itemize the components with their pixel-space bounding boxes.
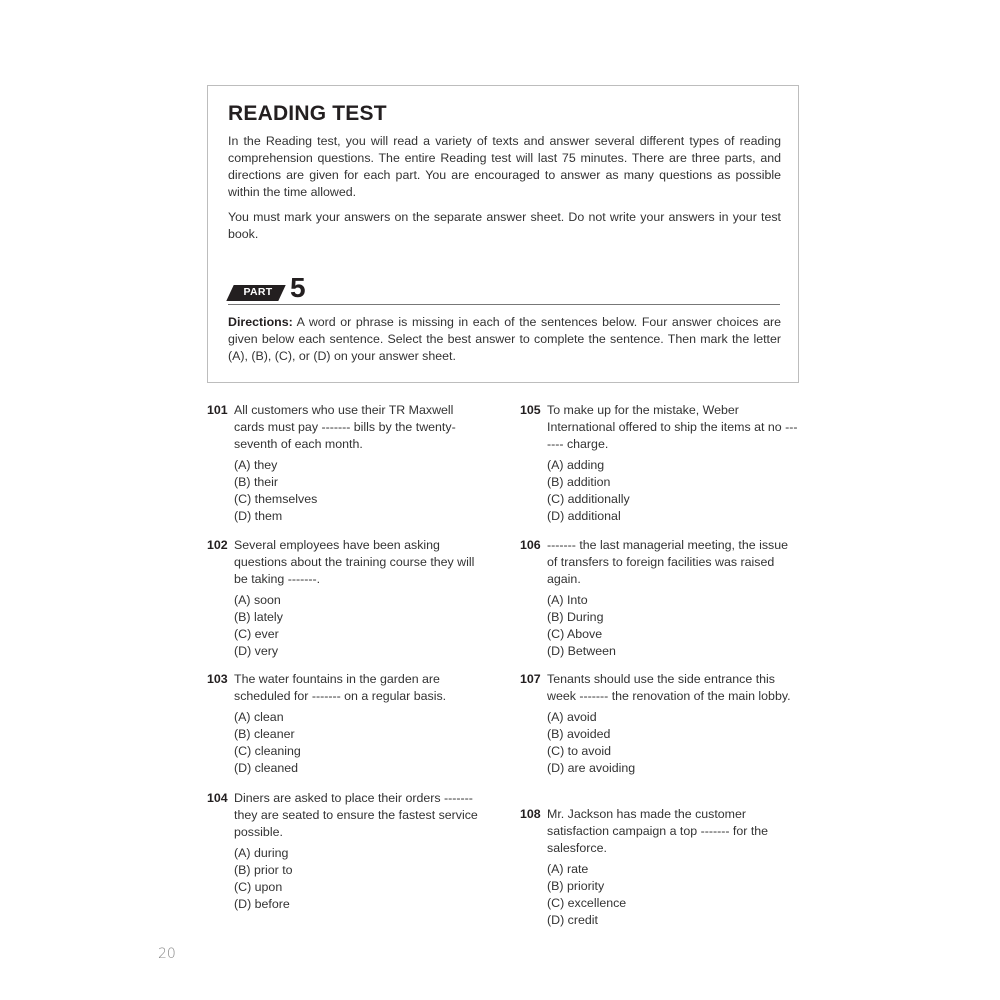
directions-label: Directions: bbox=[228, 315, 293, 329]
question-text: Diners are asked to place their orders ------- they are seated to ensure the fastest service possible. bbox=[234, 791, 478, 839]
answer-option: (B) During bbox=[547, 610, 604, 624]
answer-option: (A) they bbox=[234, 458, 278, 472]
answer-option: (B) prior to bbox=[234, 863, 293, 877]
answer-option: (B) lately bbox=[234, 610, 283, 624]
question-text: Tenants should use the side entrance this week ------- the renovation of the main lobby. bbox=[547, 672, 791, 703]
question-text: Several employees have been asking questions about the training course they will be taking -------. bbox=[234, 538, 475, 586]
reading-test-intro-box bbox=[207, 85, 799, 383]
answer-option: (D) Between bbox=[547, 644, 616, 658]
answer-option: (D) additional bbox=[547, 509, 621, 523]
answer-option: (D) credit bbox=[547, 913, 598, 927]
page-number: 20 bbox=[158, 946, 176, 962]
question-103 bbox=[207, 671, 487, 777]
answer-option: (B) cleaner bbox=[234, 727, 295, 741]
answer-option: (A) rate bbox=[547, 862, 589, 876]
question-number: 106 bbox=[520, 538, 541, 552]
question-105 bbox=[520, 402, 800, 525]
answer-option: (D) before bbox=[234, 897, 290, 911]
part-header bbox=[228, 274, 780, 305]
question-106 bbox=[520, 537, 800, 660]
answer-option: (A) Into bbox=[547, 593, 588, 607]
answer-option: (B) their bbox=[234, 475, 279, 489]
question-text: The water fountains in the garden are scheduled for ------- on a regular basis. bbox=[234, 672, 447, 703]
answer-option: (A) adding bbox=[547, 458, 605, 472]
answer-option: (C) excellence bbox=[547, 896, 627, 910]
answer-option: (C) additionally bbox=[547, 492, 630, 506]
answer-option: (C) themselves bbox=[234, 492, 318, 506]
part-number: 5 bbox=[290, 272, 306, 303]
intro-paragraph-1: In the Reading test, you will read a variety of texts and answer several different types of reading comprehension questions. The entire Reading test will last 75 minutes. There are three parts, and directions are given for each part. You are encouraged to answer as many questions as possible within the time allowed. bbox=[228, 134, 781, 199]
intro-paragraph-2: You must mark your answers on the separate answer sheet. Do not write your answers in your test book. bbox=[228, 210, 781, 241]
answer-option: (D) them bbox=[234, 509, 283, 523]
question-text: To make up for the mistake, Weber International offered to ship the items at no ------- charge. bbox=[547, 403, 798, 451]
question-text: ------- the last managerial meeting, the issue of transfers to foreign facilities was raised again. bbox=[547, 538, 789, 586]
directions-text: A word or phrase is missing in each of the sentences below. Four answer choices are given below each sentence. Select the best answer to complete the sentence. Then mark the letter (A), (B), (C), or (D) on your answer sheet. bbox=[228, 315, 781, 363]
answer-option: (A) clean bbox=[234, 710, 284, 724]
question-number: 102 bbox=[207, 538, 228, 552]
question-number: 105 bbox=[520, 403, 541, 417]
answer-option: (C) Above bbox=[547, 627, 603, 641]
question-101 bbox=[207, 402, 487, 525]
answer-option: (C) ever bbox=[234, 627, 279, 641]
question-number: 103 bbox=[207, 672, 228, 686]
answer-option: (A) soon bbox=[234, 593, 281, 607]
answer-option: (D) are avoiding bbox=[547, 761, 636, 775]
question-number: 108 bbox=[520, 807, 541, 821]
question-number: 107 bbox=[520, 672, 541, 686]
part-label: PART bbox=[243, 286, 273, 298]
directions bbox=[228, 314, 781, 365]
answer-option: (A) during bbox=[234, 846, 289, 860]
question-text: Mr. Jackson has made the customer satisfaction campaign a top ------- for the salesforce. bbox=[547, 807, 769, 855]
answer-option: (C) upon bbox=[234, 880, 283, 894]
answer-option: (A) avoid bbox=[547, 710, 597, 724]
answer-option: (B) avoided bbox=[547, 727, 611, 741]
question-108 bbox=[520, 806, 800, 929]
question-number: 101 bbox=[207, 403, 228, 417]
question-104 bbox=[207, 790, 487, 913]
answer-option: (C) cleaning bbox=[234, 744, 301, 758]
question-102 bbox=[207, 537, 487, 660]
answer-option: (C) to avoid bbox=[547, 744, 612, 758]
answer-option: (B) priority bbox=[547, 879, 605, 893]
page-title: READING TEST bbox=[228, 102, 387, 125]
question-107 bbox=[520, 671, 800, 777]
answer-option: (D) cleaned bbox=[234, 761, 299, 775]
answer-option: (D) very bbox=[234, 644, 279, 658]
question-number: 104 bbox=[207, 791, 228, 805]
question-text: All customers who use their TR Maxwell cards must pay ------- bills by the twenty-seventh of each month. bbox=[234, 403, 456, 451]
answer-option: (B) addition bbox=[547, 475, 611, 489]
